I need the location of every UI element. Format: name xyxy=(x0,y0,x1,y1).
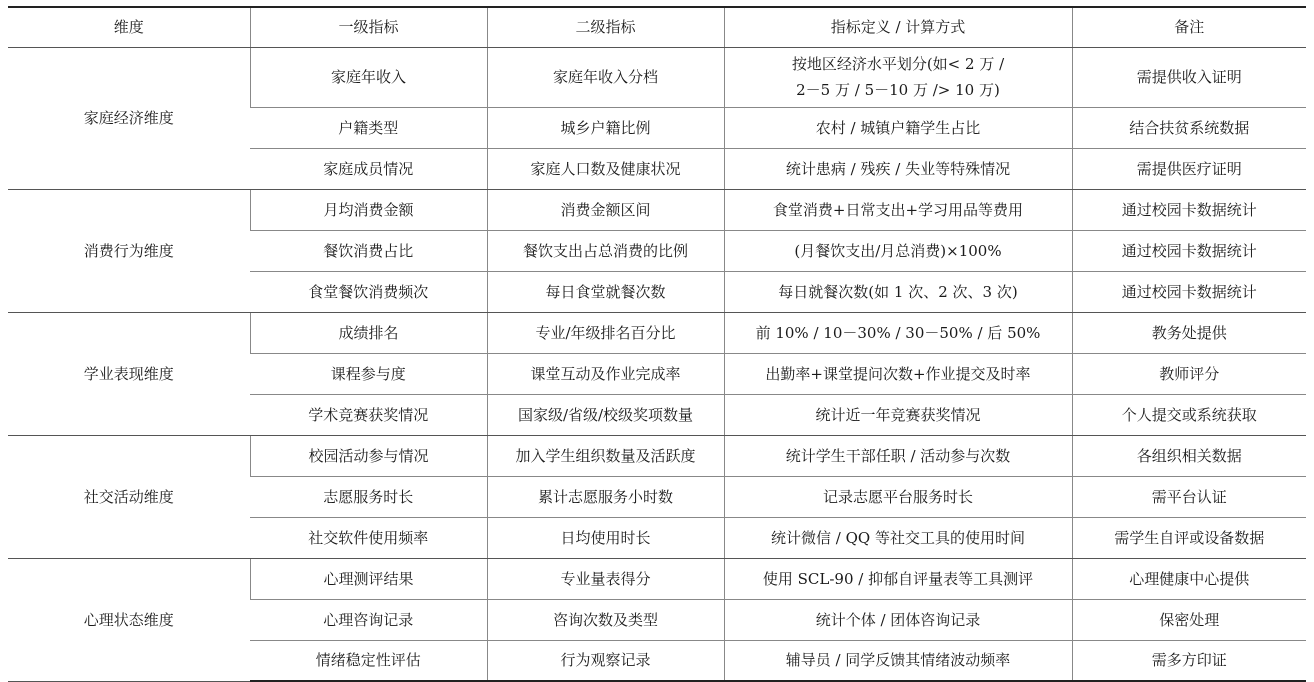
remark-cell: 心理健康中心提供 xyxy=(1072,558,1306,599)
level2-cell: 行为观察记录 xyxy=(487,640,724,681)
dimension-cell: 家庭经济维度 xyxy=(8,47,250,189)
table-row xyxy=(8,47,1306,107)
definition-cell: 统计个体 / 团体咨询记录 xyxy=(724,599,1072,640)
level1-cell: 学术竞赛获奖情况 xyxy=(250,394,487,435)
level1-cell: 食堂餐饮消费频次 xyxy=(250,271,487,312)
remark-cell: 需提供收入证明 xyxy=(1072,47,1306,107)
level1-cell: 校园活动参与情况 xyxy=(250,435,487,476)
level1-cell: 心理咨询记录 xyxy=(250,599,487,640)
definition-cell: 出勤率+课堂提问次数+作业提交及时率 xyxy=(724,353,1072,394)
definition-cell: 辅导员 / 同学反馈其情绪波动频率 xyxy=(724,640,1072,681)
dimension-cell: 学业表现维度 xyxy=(8,312,250,435)
level2-cell: 累计志愿服务小时数 xyxy=(487,476,724,517)
level1-cell: 家庭成员情况 xyxy=(250,148,487,189)
definition-cell: 食堂消费+日常支出+学习用品等费用 xyxy=(724,189,1072,230)
remark-cell: 通过校园卡数据统计 xyxy=(1072,230,1306,271)
level2-cell: 专业量表得分 xyxy=(487,558,724,599)
remark-cell: 结合扶贫系统数据 xyxy=(1072,107,1306,148)
dimension-cell: 心理状态维度 xyxy=(8,558,250,681)
header-dimension: 维度 xyxy=(8,7,250,47)
definition-cell: 农村 / 城镇户籍学生占比 xyxy=(724,107,1072,148)
definition-cell: 统计近一年竞赛获奖情况 xyxy=(724,394,1072,435)
header-remark: 备注 xyxy=(1072,7,1306,47)
remark-cell: 教务处提供 xyxy=(1072,312,1306,353)
table-header-row xyxy=(8,7,1306,47)
table-row xyxy=(8,189,1306,230)
table-row xyxy=(8,312,1306,353)
dimension-cell: 消费行为维度 xyxy=(8,189,250,312)
remark-cell: 需学生自评或设备数据 xyxy=(1072,517,1306,558)
definition-cell: 统计患病 / 残疾 / 失业等特殊情况 xyxy=(724,148,1072,189)
remark-cell: 需多方印证 xyxy=(1072,640,1306,681)
indicator-table xyxy=(8,6,1306,682)
level2-cell: 专业/年级排名百分比 xyxy=(487,312,724,353)
remark-cell: 通过校园卡数据统计 xyxy=(1072,189,1306,230)
definition-cell: 统计微信 / QQ 等社交工具的使用时间 xyxy=(724,517,1072,558)
level1-cell: 月均消费金额 xyxy=(250,189,487,230)
remark-cell: 需平台认证 xyxy=(1072,476,1306,517)
table-row xyxy=(8,435,1306,476)
dimension-cell: 社交活动维度 xyxy=(8,435,250,558)
definition-cell: 使用 SCL-90 / 抑郁自评量表等工具测评 xyxy=(724,558,1072,599)
level1-cell: 志愿服务时长 xyxy=(250,476,487,517)
definition-cell: 统计学生干部任职 / 活动参与次数 xyxy=(724,435,1072,476)
definition-cell xyxy=(724,47,1072,107)
definition-cell: 每日就餐次数(如 1 次、2 次、3 次) xyxy=(724,271,1072,312)
level1-cell: 餐饮消费占比 xyxy=(250,230,487,271)
remark-cell: 通过校园卡数据统计 xyxy=(1072,271,1306,312)
level2-cell: 餐饮支出占总消费的比例 xyxy=(487,230,724,271)
definition-cell: 前 10% / 10－30% / 30－50% / 后 50% xyxy=(724,312,1072,353)
remark-cell: 教师评分 xyxy=(1072,353,1306,394)
level1-cell: 户籍类型 xyxy=(250,107,487,148)
level2-cell: 家庭人口数及健康状况 xyxy=(487,148,724,189)
level2-cell: 消费金额区间 xyxy=(487,189,724,230)
level2-cell: 每日食堂就餐次数 xyxy=(487,271,724,312)
level2-cell: 日均使用时长 xyxy=(487,517,724,558)
level1-cell: 社交软件使用频率 xyxy=(250,517,487,558)
definition-line-1: 按地区经济水平划分(如< 2 万 / xyxy=(791,55,1005,73)
remark-cell: 保密处理 xyxy=(1072,599,1306,640)
level2-cell: 加入学生组织数量及活跃度 xyxy=(487,435,724,476)
header-definition: 指标定义 / 计算方式 xyxy=(724,7,1072,47)
level1-cell: 成绩排名 xyxy=(250,312,487,353)
header-level1-indicator: 一级指标 xyxy=(250,7,487,47)
remark-cell: 需提供医疗证明 xyxy=(1072,148,1306,189)
table-row xyxy=(8,558,1306,599)
definition-cell: 记录志愿平台服务时长 xyxy=(724,476,1072,517)
remark-cell: 各组织相关数据 xyxy=(1072,435,1306,476)
remark-cell: 个人提交或系统获取 xyxy=(1072,394,1306,435)
level2-cell: 咨询次数及类型 xyxy=(487,599,724,640)
level2-cell: 城乡户籍比例 xyxy=(487,107,724,148)
level2-cell: 课堂互动及作业完成率 xyxy=(487,353,724,394)
level1-cell: 情绪稳定性评估 xyxy=(250,640,487,681)
level2-cell: 家庭年收入分档 xyxy=(487,47,724,107)
definition-line-2: 2－5 万 / 5－10 万 /> 10 万) xyxy=(796,81,1000,99)
definition-cell: (月餐饮支出/月总消费)×100% xyxy=(724,230,1072,271)
level1-cell: 心理测评结果 xyxy=(250,558,487,599)
header-level2-indicator: 二级指标 xyxy=(487,7,724,47)
level1-cell: 家庭年收入 xyxy=(250,47,487,107)
level1-cell: 课程参与度 xyxy=(250,353,487,394)
level2-cell: 国家级/省级/校级奖项数量 xyxy=(487,394,724,435)
